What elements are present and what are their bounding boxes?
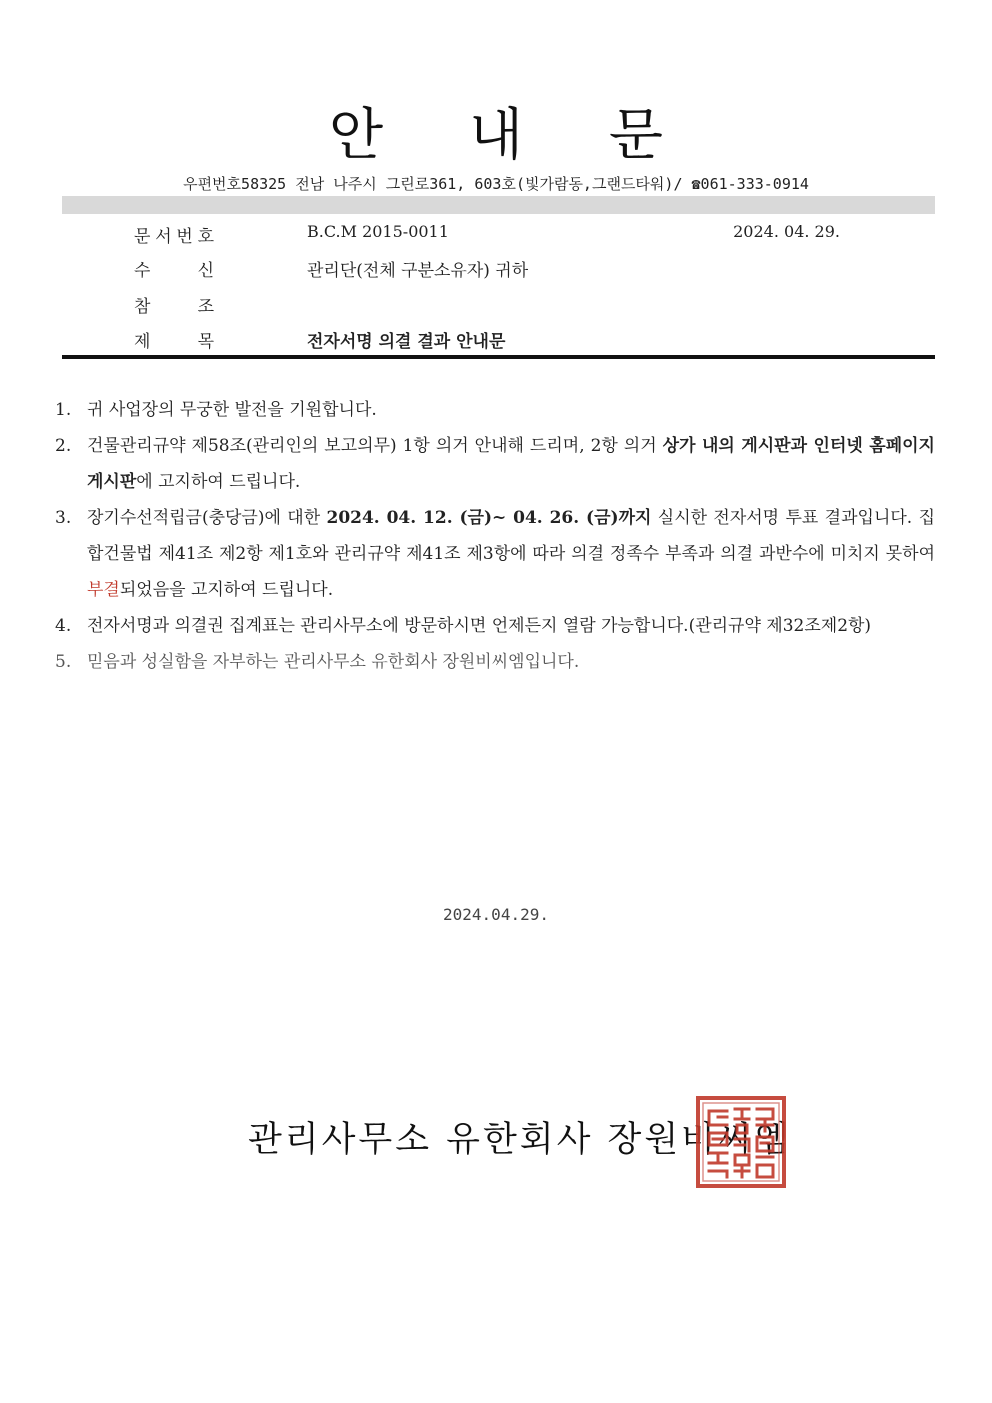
reference-label: 참 조 <box>134 297 214 317</box>
notice-item-text: 2024. 04. 12. (금)~ 04. 26. (금)까지 <box>326 508 652 528</box>
notice-item-text: 부결 <box>87 580 120 600</box>
footer-date: 2024.04.29. <box>443 905 549 924</box>
subject-label: 제 목 <box>134 332 214 352</box>
notice-item-text: 믿음과 성실함을 자부하는 관리사무소 유한회사 장원비씨엠입니다. <box>87 652 580 672</box>
notice-item-text: 되었음을 고지하여 드립니다. <box>119 580 334 600</box>
doc-number-value: B.C.M 2015-0011 <box>307 222 449 241</box>
notice-item-number: 1. <box>55 400 72 420</box>
recipient-value: 관리단(전체 구분소유자) 귀하 <box>307 261 529 281</box>
notice-item-text: 상가 내의 게시판과 인터넷 홈페이지 게시판 <box>87 436 935 492</box>
notice-item <box>55 392 935 428</box>
notice-item-number: 3. <box>55 508 72 528</box>
notice-item-text: 전자서명과 의결권 집계표는 관리사무소에 방문하시면 언제든지 열람 가능합니다.(관리규약 제32조제2항) <box>87 616 872 636</box>
notice-item-text: 건물관리규약 제58조(관리인의 보고의무) 1항 의거 안내해 드리며, 2항 의거 <box>87 436 663 456</box>
header-divider-bar <box>62 196 935 214</box>
sender-address: 우편번호58325 전남 나주시 그린로361, 603호(빛가람동,그랜드타워)/ ☎061-333-0914 <box>183 175 809 193</box>
notice-item <box>55 608 935 644</box>
notice-item <box>55 644 935 680</box>
notice-item-text: 실시한 전자서명 투표 결과입니다. 집합건물법 제41조 제2항 제1호와 관리규약 제41조 제3항에 따라 의결 정족수 부족과 의결 과반수에 미치지 못하여 <box>87 508 935 564</box>
notice-item <box>55 428 935 500</box>
recipient-row <box>62 256 935 286</box>
notice-item-number: 2. <box>55 436 72 456</box>
notice-item-text: 에 고지하여 드립니다. <box>136 472 301 492</box>
doc-date: 2024. 04. 29. <box>733 222 840 241</box>
subject-value: 전자서명 의결 결과 안내문 <box>307 332 506 352</box>
notice-item-number: 5. <box>55 652 72 672</box>
header-rule <box>62 355 935 359</box>
issuer-name: 관리사무소 유한회사 장원비씨엠 <box>248 1120 792 1160</box>
page-title: 안 내 문 <box>329 103 697 168</box>
notice-item-text: 귀 사업장의 무궁한 발전을 기원합니다. <box>87 400 377 420</box>
subject-row <box>62 327 935 357</box>
notice-item-number: 4. <box>55 616 72 636</box>
notice-item-text: 장기수선적립금(충당금)에 대한 <box>87 508 327 528</box>
reference-row <box>62 292 935 322</box>
notice-item <box>55 500 935 608</box>
recipient-label: 수 신 <box>134 261 214 281</box>
doc-number-label: 문 서 번 호 <box>134 227 214 247</box>
doc-number-row <box>62 222 935 252</box>
notice-body <box>55 392 935 680</box>
official-seal-icon <box>695 1095 787 1189</box>
